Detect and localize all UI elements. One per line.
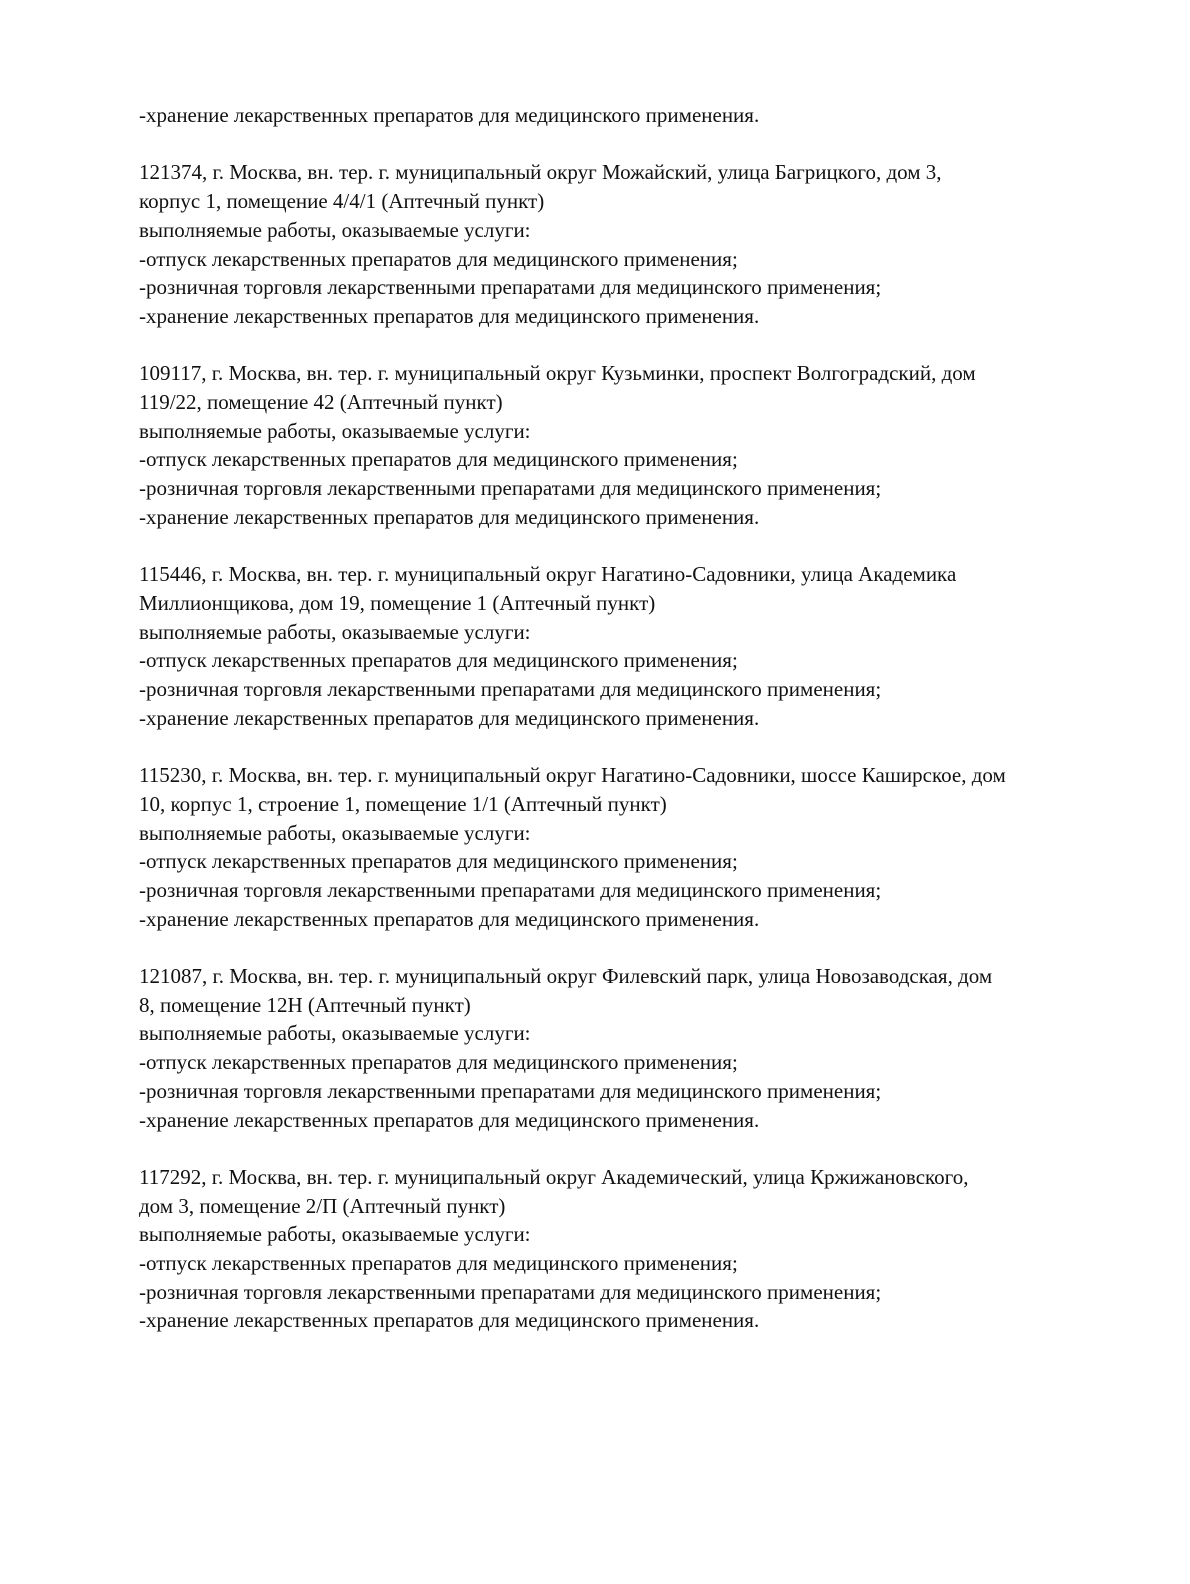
service-storage: -хранение лекарственных препаратов для медицинского применения. — [139, 1107, 760, 1132]
service-storage: -хранение лекарственных препаратов для медицинского применения. — [139, 705, 760, 730]
entry-5 — [139, 962, 1129, 1134]
service-storage: -хранение лекарственных препаратов для медицинского применения. — [139, 303, 760, 328]
entry-6 — [139, 1163, 1129, 1335]
address-line-1: 115230, г. Москва, вн. тер. г. муниципальный округ Нагатино-Садовники, шоссе Каширское, дом — [139, 763, 1006, 788]
services-label: выполняемые работы, оказываемые услуги: — [139, 1222, 531, 1247]
paragraph-gap — [139, 331, 1129, 360]
service-dispensing: -отпуск лекарственных препаратов для медицинского применения; — [139, 447, 738, 472]
address-line-2: 8, помещение 12Н (Аптечный пункт) — [139, 992, 471, 1017]
service-dispensing: -отпуск лекарственных препаратов для медицинского применения; — [139, 1050, 738, 1075]
service-retail: -розничная торговля лекарственными препаратами для медицинского применения; — [139, 1279, 882, 1304]
paragraph-gap — [139, 130, 1129, 159]
paragraph-gap — [139, 732, 1129, 761]
address-line-1: 117292, г. Москва, вн. тер. г. муниципальный округ Академический, улица Кржижановского, — [139, 1164, 969, 1189]
address-line-2: корпус 1, помещение 4/4/1 (Аптечный пункт) — [139, 189, 545, 214]
paragraph-gap — [139, 933, 1129, 962]
address-line-1: 121374, г. Москва, вн. тер. г. муниципальный округ Можайский, улица Багрицкого, дом 3, — [139, 160, 942, 185]
service-retail: -розничная торговля лекарственными препаратами для медицинского применения; — [139, 677, 882, 702]
service-retail: -розничная торговля лекарственными препаратами для медицинского применения; — [139, 1078, 882, 1103]
paragraph-gap — [139, 532, 1129, 561]
address-line-2: 119/22, помещение 42 (Аптечный пункт) — [139, 390, 503, 414]
service-storage: -хранение лекарственных препаратов для медицинского применения. — [139, 504, 760, 529]
paragraph-gap — [139, 1134, 1129, 1163]
service-storage: -хранение лекарственных препаратов для медицинского применения. — [139, 906, 760, 931]
services-label: выполняемые работы, оказываемые услуги: — [139, 820, 531, 845]
service-dispensing: -отпуск лекарственных препаратов для медицинского применения; — [139, 246, 738, 271]
address-line-2: 10, корпус 1, строение 1, помещение 1/1 (Аптечный пункт) — [139, 791, 667, 816]
entry-1 — [139, 158, 1129, 330]
entry-3 — [139, 560, 1129, 732]
service-retail: -розничная торговля лекарственными препаратами для медицинского применения; — [139, 476, 882, 501]
services-label: выполняемые работы, оказываемые услуги: — [139, 1021, 531, 1046]
service-retail: -розничная торговля лекарственными препаратами для медицинского применения; — [139, 877, 882, 902]
address-line-1: 115446, г. Москва, вн. тер. г. муниципальный округ Нагатино-Садовники, улица Академика — [139, 562, 957, 587]
address-line-1: 109117, г. Москва, вн. тер. г. муниципальный округ Кузьминки, проспект Волгоградский, дом — [139, 361, 976, 386]
service-dispensing: -отпуск лекарственных препаратов для медицинского применения; — [139, 648, 738, 673]
address-line-1: 121087, г. Москва, вн. тер. г. муниципальный округ Филевский парк, улица Новозаводская, дом — [139, 964, 993, 989]
services-label: выполняемые работы, оказываемые услуги: — [139, 217, 531, 242]
address-line-2: дом 3, помещение 2/П (Аптечный пункт) — [139, 1193, 506, 1218]
entry-4 — [139, 761, 1129, 933]
services-label: выполняемые работы, оказываемые услуги: — [139, 418, 531, 443]
services-label: выполняемые работы, оказываемые услуги: — [139, 619, 531, 644]
service-dispensing: -отпуск лекарственных препаратов для медицинского применения; — [139, 849, 738, 874]
lead-line: -хранение лекарственных препаратов для медицинского применения. — [139, 103, 760, 127]
address-line-2: Миллионщикова, дом 19, помещение 1 (Аптечный пункт) — [139, 590, 656, 615]
document-page — [139, 101, 1129, 1335]
service-dispensing: -отпуск лекарственных препаратов для медицинского применения; — [139, 1251, 738, 1276]
service-storage: -хранение лекарственных препаратов для медицинского применения. — [139, 1308, 760, 1333]
entry-2 — [139, 359, 1129, 531]
service-retail: -розничная торговля лекарственными препаратами для медицинского применения; — [139, 275, 882, 300]
